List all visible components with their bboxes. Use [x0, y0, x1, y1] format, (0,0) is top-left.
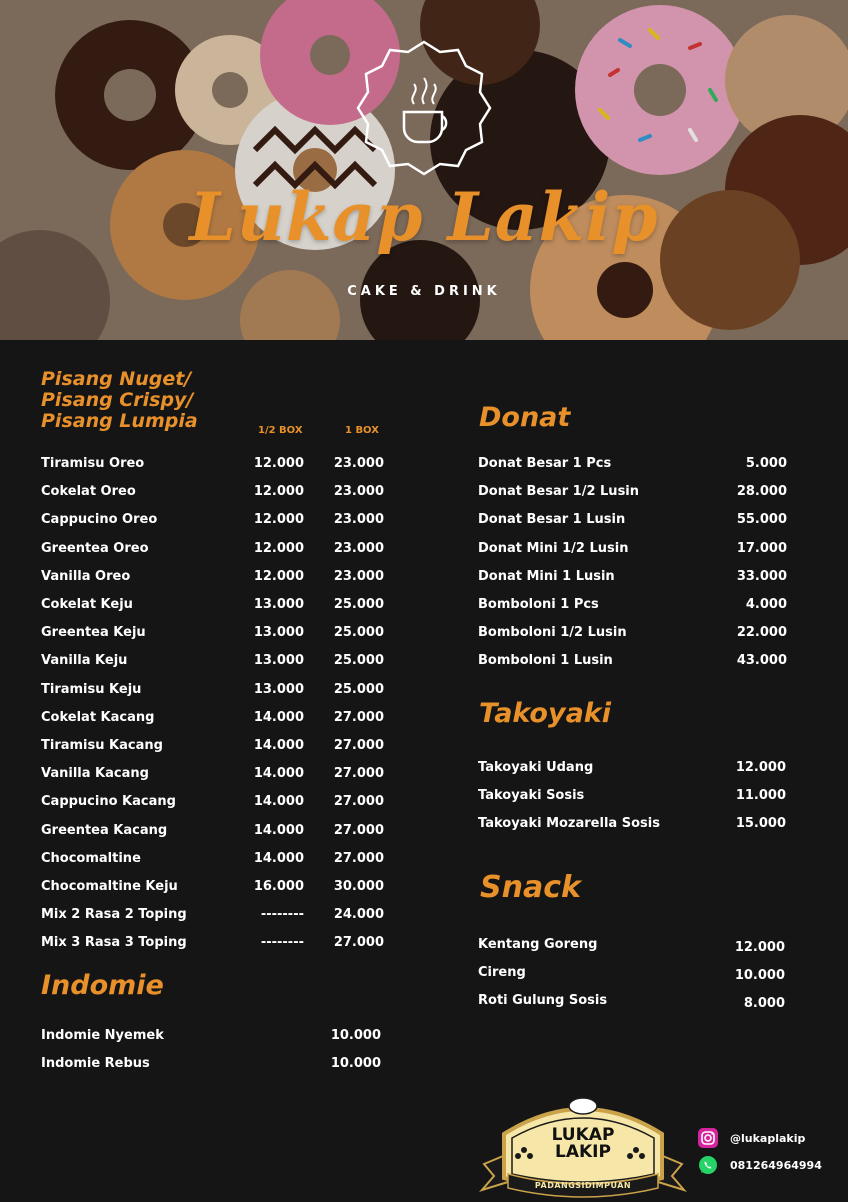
whatsapp-number: 081264964994 — [730, 1158, 822, 1172]
price-full-box: 23.000 — [333, 568, 384, 584]
price-full-box: 25.000 — [333, 681, 384, 697]
menu-item-row — [0, 1056, 848, 1078]
item-name: Cokelat Oreo — [41, 484, 136, 500]
item-name: Indomie Rebus — [41, 1056, 150, 1071]
pisang-title-line: Pisang Crispy/ — [41, 389, 194, 411]
menu-item-row — [0, 710, 848, 732]
pisang-section-title — [41, 369, 198, 432]
price-full-box: 27.000 — [333, 822, 384, 838]
item-name: Bomboloni 1 Pcs — [478, 597, 599, 612]
price-full-box: 23.000 — [333, 512, 384, 528]
item-name: Donat Besar 1 Pcs — [478, 456, 612, 471]
item-price: 15.000 — [735, 816, 786, 831]
menu-item-row — [0, 851, 848, 873]
brand-title: Lukap Lakip — [189, 178, 659, 256]
price-full-box: 27.000 — [333, 709, 384, 725]
price-half-box: 14.000 — [253, 766, 304, 782]
item-name: Donat Besar 1 Lusin — [478, 512, 626, 528]
item-name: Mix 2 Rasa 2 Toping — [41, 907, 187, 923]
item-name: Greentea Keju — [41, 625, 146, 641]
price-half-box: 12.000 — [253, 540, 304, 556]
column-header-full-box: 1 BOX — [345, 425, 379, 436]
item-price: 17.000 — [736, 540, 787, 556]
footer-logo-text — [478, 1127, 688, 1161]
price-full-box: 25.000 — [333, 653, 384, 669]
item-name: Vanilla Keju — [41, 653, 128, 669]
item-name: Cappucino Oreo — [41, 512, 158, 528]
instagram-icon — [698, 1128, 718, 1148]
whatsapp-contact[interactable] — [698, 1155, 822, 1175]
price-half-box: 12.000 — [253, 512, 304, 528]
price-full-box: 23.000 — [333, 456, 384, 471]
menu-item-row — [0, 625, 848, 647]
price-half-box: -------- — [260, 907, 304, 923]
menu-item-row — [0, 653, 848, 675]
price-full-box: 25.000 — [333, 597, 384, 612]
item-price: 43.000 — [736, 653, 787, 669]
menu-item-row — [0, 682, 848, 704]
pisang-title-line: Pisang Lumpia — [41, 410, 198, 432]
price-full-box: 23.000 — [333, 540, 384, 556]
footer-logo-line1: LUKAP — [551, 1125, 615, 1145]
price-half-box: 12.000 — [253, 456, 304, 471]
price-half-box: 13.000 — [253, 653, 304, 669]
snack-section-title: Snack — [480, 870, 581, 905]
item-name: Cokelat Kacang — [41, 709, 155, 725]
price-half-box: 12.000 — [253, 484, 304, 500]
item-name: Chocomaltine Keju — [41, 879, 178, 894]
price-half-box: 12.000 — [253, 568, 304, 584]
menu-item-row — [0, 879, 848, 901]
footer-logo-city: PADANGSIDIMPUAN — [534, 1181, 632, 1190]
menu-item-row — [0, 512, 848, 534]
brand-tagline: CAKE & DRINK — [347, 284, 501, 299]
item-price: 22.000 — [736, 625, 787, 641]
item-price: 55.000 — [736, 512, 787, 528]
instagram-contact[interactable] — [698, 1128, 805, 1148]
price-full-box: 27.000 — [333, 766, 384, 782]
price-half-box: 14.000 — [253, 709, 304, 725]
price-half-box: 14.000 — [253, 738, 304, 753]
price-full-box: 23.000 — [333, 484, 384, 500]
item-name: Donat Besar 1/2 Lusin — [478, 484, 640, 500]
item-name: Bomboloni 1/2 Lusin — [478, 625, 627, 641]
column-header-half-box: 1/2 BOX — [258, 425, 303, 436]
menu-item-row — [0, 541, 848, 563]
price-half-box: 14.000 — [253, 822, 304, 838]
item-name: Takoyaki Sosis — [478, 788, 585, 803]
instagram-handle: @lukaplakip — [730, 1131, 806, 1145]
price-half-box: -------- — [260, 935, 304, 951]
item-name: Kentang Goreng — [478, 937, 598, 952]
item-price: 10.000 — [734, 968, 785, 983]
item-price: 11.000 — [735, 788, 786, 803]
item-name: Vanilla Kacang — [41, 766, 149, 782]
takoyaki-section-title: Takoyaki — [479, 698, 612, 729]
item-name: Roti Gulung Sosis — [478, 993, 608, 1008]
donat-section-title: Donat — [479, 402, 571, 433]
price-full-box: 25.000 — [333, 625, 384, 641]
item-name: Donat Mini 1/2 Lusin — [478, 540, 629, 556]
pisang-title-line: Pisang Nuget/ — [41, 368, 192, 390]
item-price: 10.000 — [330, 1056, 381, 1071]
price-full-box: 27.000 — [333, 794, 384, 810]
price-half-box: 13.000 — [253, 597, 304, 612]
menu-item-row — [0, 935, 848, 957]
item-name: Vanilla Oreo — [41, 568, 131, 584]
menu-item-row — [0, 597, 848, 619]
price-full-box: 27.000 — [333, 935, 384, 951]
price-half-box: 16.000 — [253, 879, 304, 894]
menu-item-row — [0, 816, 848, 838]
item-name: Greentea Oreo — [41, 540, 149, 556]
price-half-box: 13.000 — [253, 681, 304, 697]
item-name: Tiramisu Kacang — [41, 738, 163, 753]
price-full-box: 27.000 — [333, 850, 384, 866]
item-name: Tiramisu Oreo — [41, 456, 145, 471]
item-price: 8.000 — [743, 996, 785, 1011]
item-name: Mix 3 Rasa 3 Toping — [41, 935, 187, 951]
menu-item-row — [0, 738, 848, 760]
price-half-box: 14.000 — [253, 850, 304, 866]
menu-item-row — [0, 788, 848, 810]
item-name: Indomie Nyemek — [41, 1028, 164, 1043]
menu-item-row — [0, 1028, 848, 1050]
item-price: 5.000 — [745, 456, 787, 471]
item-name: Chocomaltine — [41, 850, 141, 866]
footer-logo-line2: LAKIP — [555, 1142, 611, 1162]
menu-item-row — [0, 484, 848, 506]
hero-banner — [0, 0, 848, 340]
menu-item-row — [0, 760, 848, 782]
menu-item-row — [0, 456, 848, 478]
item-name: Greentea Kacang — [41, 822, 168, 838]
item-name: Tiramisu Keju — [41, 681, 142, 697]
indomie-section-title: Indomie — [41, 970, 164, 1001]
price-half-box: 14.000 — [253, 794, 304, 810]
menu-item-row — [0, 907, 848, 929]
item-price: 28.000 — [736, 484, 787, 500]
price-full-box: 30.000 — [333, 879, 384, 894]
item-name: Cireng — [478, 965, 526, 980]
whatsapp-icon — [698, 1155, 718, 1175]
item-name: Cokelat Keju — [41, 597, 133, 612]
item-price: 12.000 — [735, 760, 786, 775]
price-full-box: 27.000 — [333, 738, 384, 753]
item-price: 12.000 — [734, 940, 785, 955]
item-name: Bomboloni 1 Lusin — [478, 653, 613, 669]
item-price: 33.000 — [736, 568, 787, 584]
item-name: Cappucino Kacang — [41, 794, 176, 810]
item-name: Donat Mini 1 Lusin — [478, 568, 615, 584]
item-price: 10.000 — [330, 1028, 381, 1043]
menu-item-row — [0, 569, 848, 591]
price-half-box: 13.000 — [253, 625, 304, 641]
price-full-box: 24.000 — [333, 907, 384, 923]
footer-brand-logo — [478, 1094, 688, 1198]
item-price: 4.000 — [745, 597, 787, 612]
item-name: Takoyaki Udang — [478, 760, 594, 775]
item-name: Takoyaki Mozarella Sosis — [478, 816, 660, 831]
